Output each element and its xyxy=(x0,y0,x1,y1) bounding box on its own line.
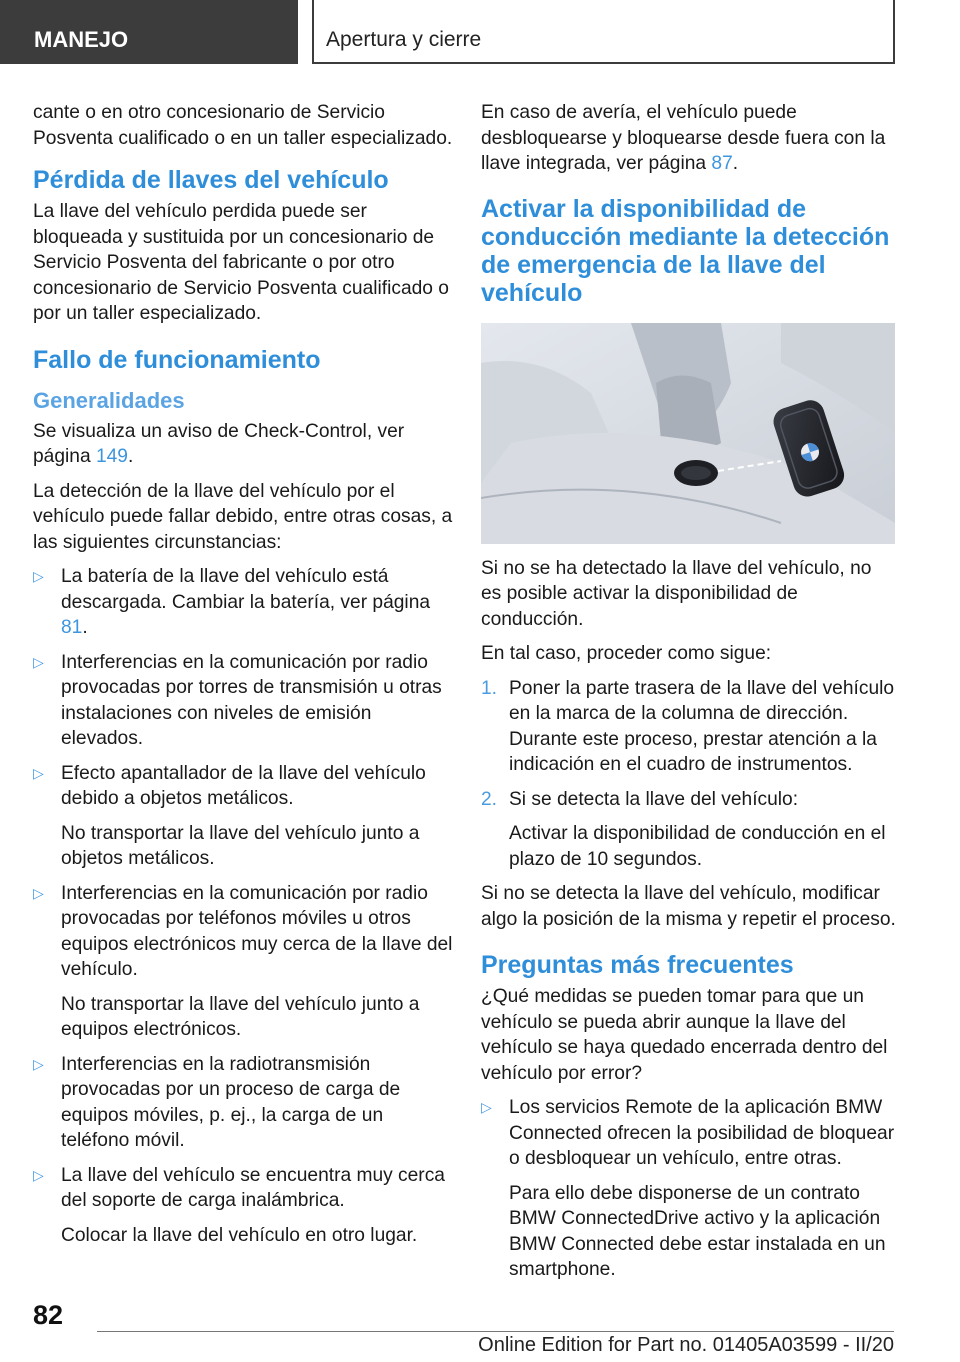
triangle-bullet-icon: ▷ xyxy=(481,1099,492,1115)
list-item xyxy=(33,564,453,641)
page-number: 82 xyxy=(33,1300,64,1330)
bullet-note: Colocar la llave del vehículo en otro lugar. xyxy=(61,1224,418,1246)
step-text: Poner la parte trasera de la llave del vehículo en la marca de la columna de dirección. Durante este proceso, prestar atención a la indicación en el cuadro de instrumentos. xyxy=(509,677,895,775)
step-number: 1. xyxy=(481,677,498,699)
bullet-battery-end: . xyxy=(82,617,88,638)
footer-edition: Online Edition for Part no. 01405A03599 - II/20 xyxy=(478,1334,894,1356)
failure-text: En caso de avería, el vehículo puede desbloquearse y bloquearse desde fuera con la llave integrada, ver página xyxy=(481,102,886,174)
triangle-bullet-icon: ▷ xyxy=(33,568,44,584)
list-item xyxy=(481,676,896,778)
list-item xyxy=(33,761,453,872)
triangle-bullet-icon: ▷ xyxy=(33,884,44,901)
heading-activate-driving: Activar la disponibilidad de conducción mediante la detección de emergencia de la llave del vehículo xyxy=(481,194,890,307)
list-item xyxy=(33,1163,453,1249)
footer-divider xyxy=(97,1331,894,1332)
left-column xyxy=(33,100,453,1257)
key-steering-column-figure xyxy=(481,323,895,544)
bullet-text: Interferencias en la comunicación por radio provocadas por torres de transmisión u otras instalaciones con niveles de emisión elevados. xyxy=(61,651,442,749)
bullet-note: No transportar la llave del vehículo junto a objetos metálicos. xyxy=(61,822,420,869)
failure-paragraph xyxy=(481,100,896,177)
triangle-bullet-icon: ▷ xyxy=(33,1166,44,1183)
lost-keys-paragraph: La llave del vehículo perdida puede ser bloqueada y sustituida por un concesionario de Servicio Posventa del fabricante o por otro concesionario de Servicio Posventa cualificado o por un taller especializado. xyxy=(33,201,449,324)
step-number: 2. xyxy=(481,788,498,810)
bullet-battery-text: La batería de la llave del vehículo está descargada. Cambiar la batería, ver página xyxy=(61,566,431,613)
bullet-text: Efecto apantallador de la llave del vehículo debido a objetos metálicos. xyxy=(61,762,426,809)
bullet-text: Los servicios Remote de la aplicación BMW Connected ofrecen la posibilidad de bloquear o desbloquear un vehículo, entre otras. xyxy=(509,1097,895,1169)
list-item xyxy=(33,650,453,752)
failure-end: . xyxy=(732,153,739,174)
triangle-bullet-icon: ▷ xyxy=(33,653,44,670)
check-control-end: . xyxy=(127,446,134,467)
bullet-text xyxy=(61,564,453,641)
check-control-text: Se visualiza un aviso de Check-Control, ver página xyxy=(33,420,405,467)
question-paragraph: ¿Qué medidas se pueden tomar para que un vehículo se pueda abrir aunque la llave del vehículo se haya quedado encerrada dentro del vehículo por error? xyxy=(481,986,888,1084)
right-column xyxy=(481,100,896,1292)
proceed-paragraph: En tal caso, proceder como sigue: xyxy=(481,643,772,664)
bullet-text: Interferencias en la radiotransmisión provocadas por un proceso de carga de equipos móviles, p. ej., la carga de un teléfono móvil. xyxy=(61,1053,401,1151)
not-detected-paragraph: Si no se ha detectado la llave del vehículo, no es posible activar la disponibilidad de conducción. xyxy=(481,557,872,630)
header-chapter: Apertura y cierre xyxy=(312,0,895,64)
detection-paragraph: La detección de la llave del vehículo por el vehículo puede fallar debido, entre otras cosas, a las siguientes circunstancias: xyxy=(33,480,453,553)
list-item xyxy=(481,1095,896,1283)
heading-malfunction: Fallo de funcionamiento xyxy=(33,345,321,374)
header-section: MANEJO xyxy=(0,0,298,64)
list-item xyxy=(481,787,896,873)
list-item xyxy=(33,1052,453,1154)
heading-general: Generalidades xyxy=(33,387,185,413)
page-link-81[interactable]: 81 xyxy=(61,617,83,638)
bullet-note: Para ello debe disponerse de un contrato BMW ConnectedDrive activo y la aplicación BMW Connected debe estar instalada en un smartphone. xyxy=(509,1182,886,1280)
modify-paragraph: Si no se detecta la llave del vehículo, modificar algo la posición de la misma y repetir el proceso. xyxy=(481,883,896,930)
page-link-87[interactable]: 87 xyxy=(711,153,733,174)
step-text: Si se detecta la llave del vehículo: xyxy=(509,788,799,810)
bullet-text: Interferencias en la comunicación por radio provocadas por teléfonos móviles u otros equipos electrónicos muy cerca de la llave del vehículo. xyxy=(61,882,453,980)
check-control-paragraph xyxy=(33,419,453,470)
intro-paragraph: cante o en otro concesionario de Servicio Posventa cualificado o en un taller especializado. xyxy=(33,102,453,149)
list-item xyxy=(33,881,453,1043)
bullet-note: No transportar la llave del vehículo junto a equipos electrónicos. xyxy=(61,993,420,1040)
heading-faq: Preguntas más frecuentes xyxy=(481,951,794,979)
triangle-bullet-icon: ▷ xyxy=(33,764,44,781)
triangle-bullet-icon: ▷ xyxy=(33,1055,44,1072)
heading-lost-keys: Pérdida de llaves del vehículo xyxy=(33,166,389,194)
bullet-text: La llave del vehículo se encuentra muy cerca del soporte de carga inalámbrica. xyxy=(61,1164,445,1211)
page-link-149[interactable]: 149 xyxy=(95,446,128,467)
step-note: Activar la disponibilidad de conducción en el plazo de 10 segundos. xyxy=(509,823,886,870)
